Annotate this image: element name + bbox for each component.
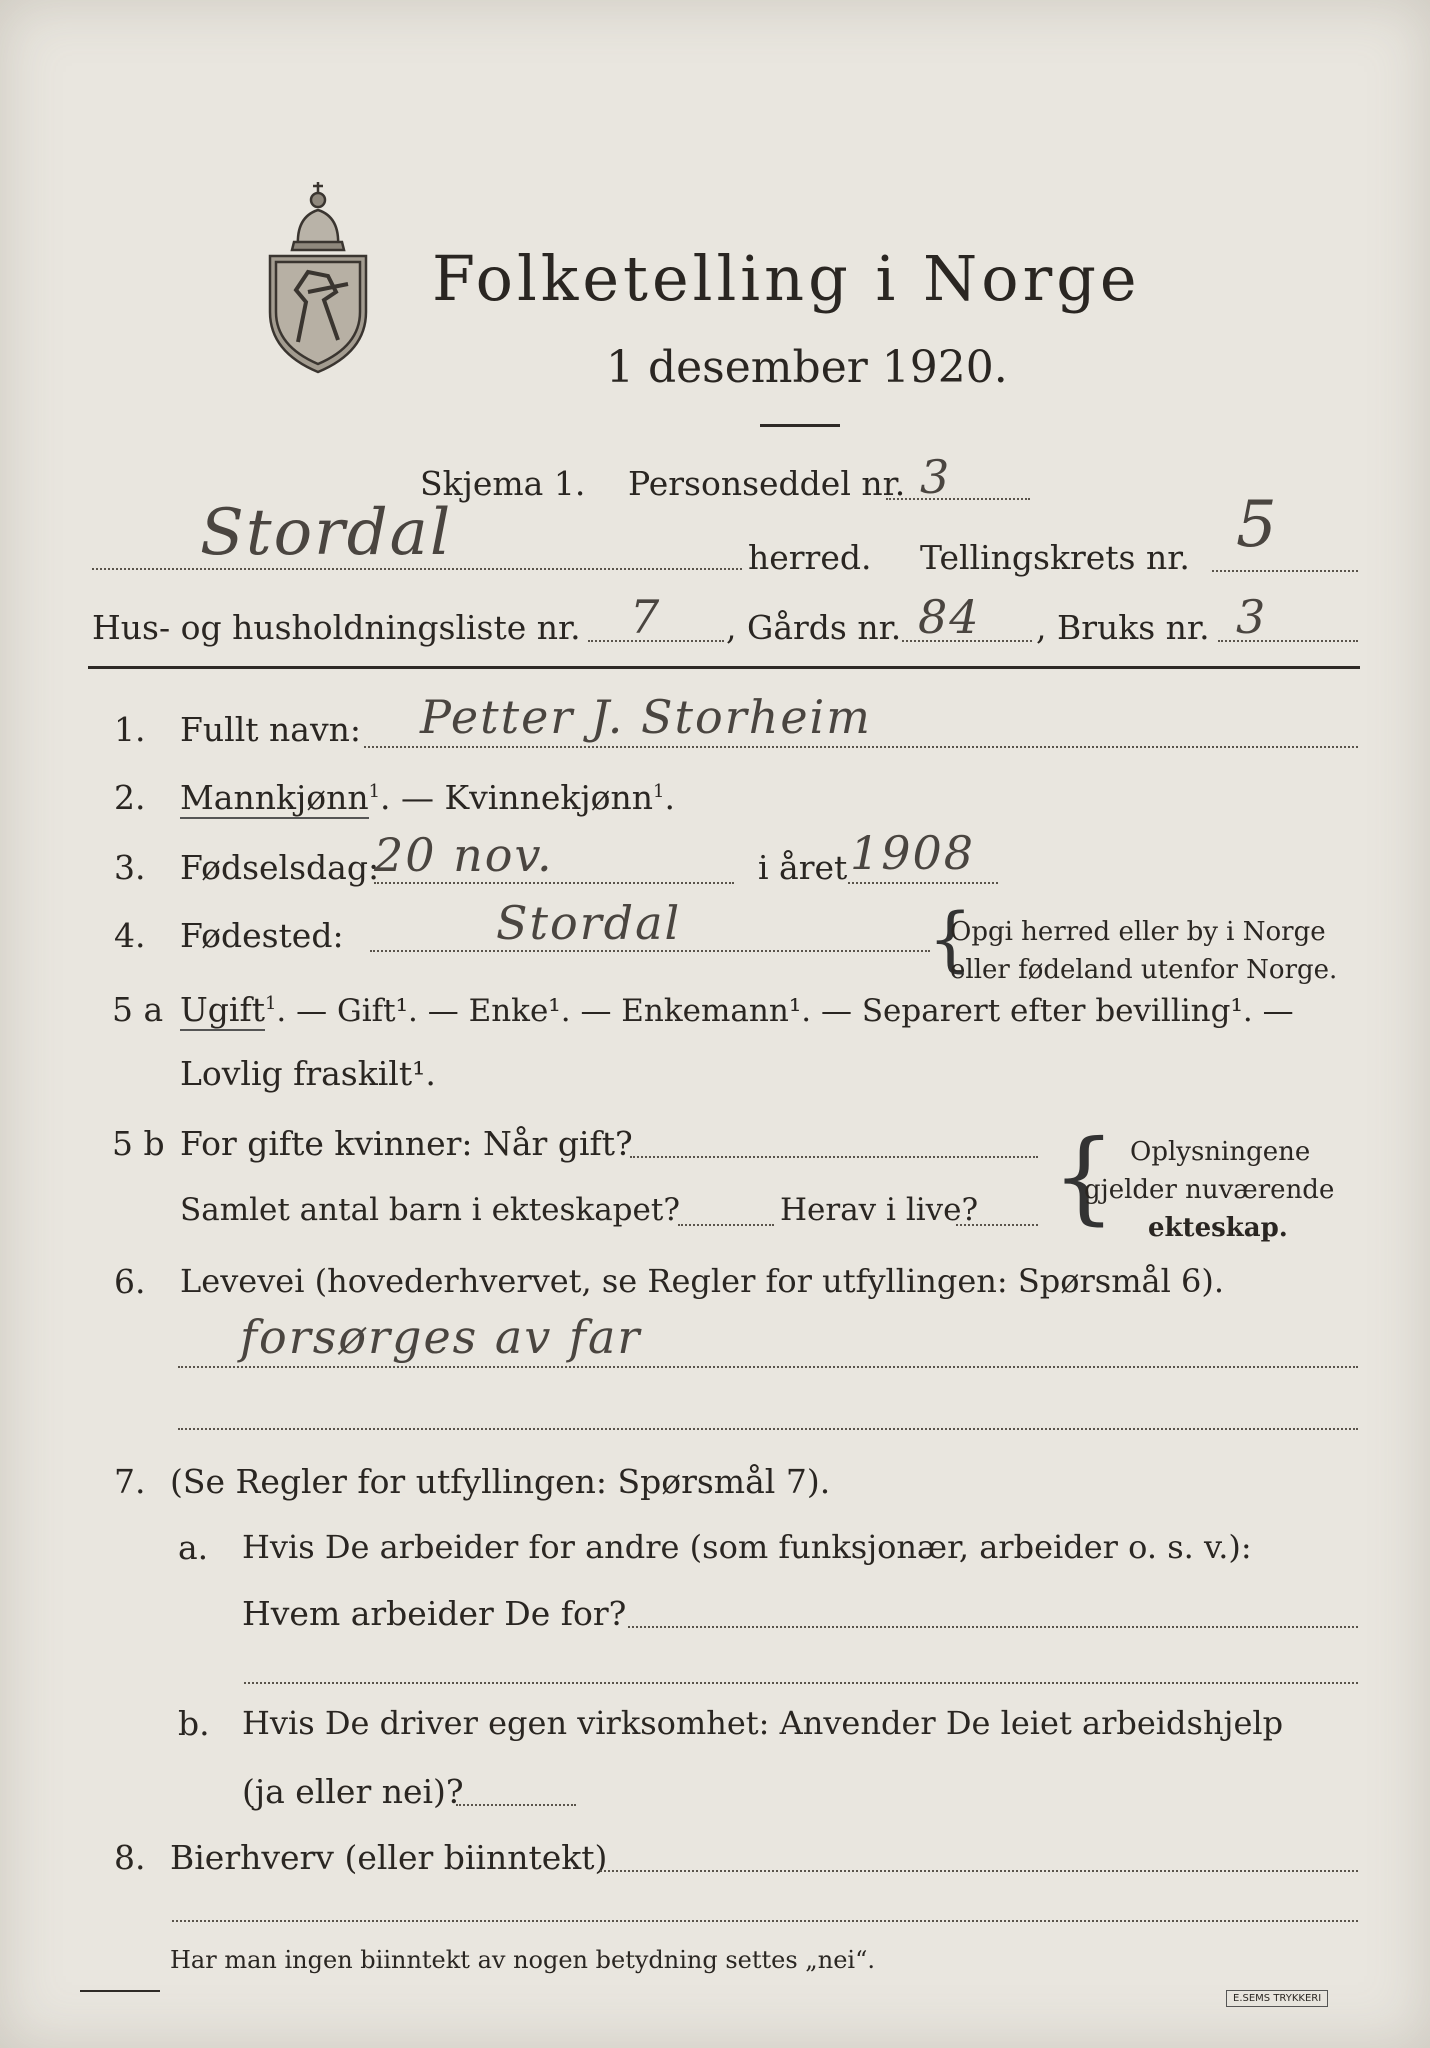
printer-mark: E.SEMS TRYKKERI	[1226, 1990, 1328, 2007]
form-title: Folketelling i Norge	[432, 242, 1141, 315]
personseddel-label: Personseddel nr.	[628, 464, 906, 503]
q1-value: Petter J. Storheim	[420, 690, 872, 744]
q6-value: forsørges av far	[240, 1310, 642, 1364]
tellingskrets-value: 5	[1236, 488, 1279, 562]
q2-male: Mannkjønn	[180, 778, 369, 817]
q8-label: Bierhverv (eller biinntekt)	[170, 1838, 608, 1877]
gards-label: , Gårds nr.	[726, 608, 902, 647]
q6-line2	[178, 1428, 1358, 1430]
bruks-label: , Bruks nr.	[1036, 608, 1210, 647]
q5b-note-3: ekteskap.	[1148, 1213, 1288, 1243]
q8-line2	[172, 1920, 1358, 1922]
personseddel-line	[886, 498, 1030, 500]
q3-year-value: 1908	[850, 826, 976, 880]
footer-note: Har man ingen biinntekt av nogen betydning settes „nei“.	[170, 1946, 875, 1974]
herred-label: herred.	[748, 538, 872, 577]
q5a-options	[180, 990, 1294, 1029]
q3-value: 20 nov.	[374, 828, 554, 882]
title-divider	[760, 424, 840, 427]
q5b-label: For gifte kvinner: Når gift?	[180, 1124, 633, 1163]
q5b-note-2: gjelder nuværende	[1084, 1175, 1335, 1205]
q7a-label: Hvis De arbeider for andre (som funksjonær, arbeider o. s. v.):	[242, 1528, 1252, 1566]
husliste-label: Hus- og husholdningsliste nr.	[92, 608, 581, 647]
q3-year-label: i året	[758, 848, 848, 887]
q2-female-sup: 1	[653, 781, 665, 802]
q5a-ugift-sup: 1	[264, 993, 277, 1014]
q7b-label: Hvis De driver egen virksomhet: Anvender De leiet arbeidshjelp	[242, 1704, 1284, 1742]
personseddel-value: 3	[920, 450, 952, 504]
q5a-line2: Lovlig fraskilt¹.	[180, 1054, 436, 1093]
q5b-note-1: Oplysningene	[1130, 1137, 1311, 1167]
q5b-label3: Herav i live?	[780, 1192, 979, 1228]
q3-number: 3.	[114, 848, 146, 887]
gards-value: 84	[918, 590, 981, 644]
q7a-line	[628, 1626, 1358, 1628]
q3-label: Fødselsdag:	[180, 848, 380, 887]
q5b-line	[630, 1156, 1038, 1158]
q2-options	[180, 778, 675, 817]
q5b-number: 5 b	[112, 1124, 165, 1163]
tellingskrets-label: Tellingskrets nr.	[920, 538, 1190, 577]
tellingskrets-line	[1212, 570, 1358, 572]
q1-label: Fullt navn:	[180, 710, 361, 749]
header-divider	[88, 666, 1360, 669]
q4-note-1: Opgi herred eller by i Norge	[950, 917, 1326, 947]
q7a-line2	[244, 1682, 1358, 1684]
q4-number: 4.	[114, 916, 146, 955]
q7a-label2: Hvem arbeider De for?	[242, 1594, 627, 1633]
q7-label: (Se Regler for utfyllingen: Spørsmål 7).	[170, 1462, 831, 1501]
q6-label: Levevei (hovederhvervet, se Regler for utfyllingen: Spørsmål 6).	[180, 1262, 1225, 1300]
q3-line	[374, 882, 734, 884]
q5a-ugift: Ugift	[180, 990, 265, 1029]
husliste-value: 7	[630, 590, 662, 644]
census-date: 1 desember 1920.	[606, 342, 1008, 393]
coat-of-arms-icon	[258, 172, 378, 377]
q5a-number: 5 a	[112, 990, 164, 1029]
q4-label: Fødested:	[180, 916, 344, 955]
q1-number: 1.	[114, 710, 146, 749]
q6-number: 6.	[114, 1262, 146, 1301]
q5b-label2: Samlet antal barn i ekteskapet?	[180, 1192, 680, 1228]
q2-female: Kvinnekjønn	[444, 778, 654, 817]
q4-brace: {	[928, 898, 973, 980]
q5b-brace: {	[1052, 1118, 1116, 1235]
q8-number: 8.	[114, 1838, 146, 1877]
q6-line	[178, 1366, 1358, 1368]
q2-sep: . —	[380, 778, 445, 817]
q7b-number: b.	[178, 1704, 210, 1743]
q1-line	[364, 746, 1358, 748]
q4-line	[370, 950, 930, 952]
q2-number: 2.	[114, 778, 146, 817]
footnote-divider	[80, 1990, 160, 1992]
q7a-number: a.	[178, 1528, 209, 1567]
q7-number: 7.	[114, 1462, 146, 1501]
schema-label: Skjema 1.	[420, 464, 586, 503]
q2-end: .	[664, 778, 675, 817]
q3-year-line	[848, 882, 998, 884]
q8-line	[600, 1870, 1358, 1872]
q5a-rest: . — Gift¹. — Enke¹. — Enkemann¹. — Separert efter bevilling¹. —	[276, 993, 1294, 1029]
q4-note-2: eller fødeland utenfor Norge.	[950, 955, 1338, 985]
bruks-value: 3	[1236, 590, 1268, 644]
q7b-label2: (ja eller nei)?	[242, 1772, 464, 1811]
q7b-line	[456, 1804, 576, 1806]
q4-value: Stordal	[496, 896, 682, 950]
q5b-line2	[678, 1224, 774, 1226]
q2-male-sup: 1	[368, 781, 381, 802]
q5b-line3	[956, 1224, 1038, 1226]
herred-value: Stordal	[200, 496, 453, 570]
